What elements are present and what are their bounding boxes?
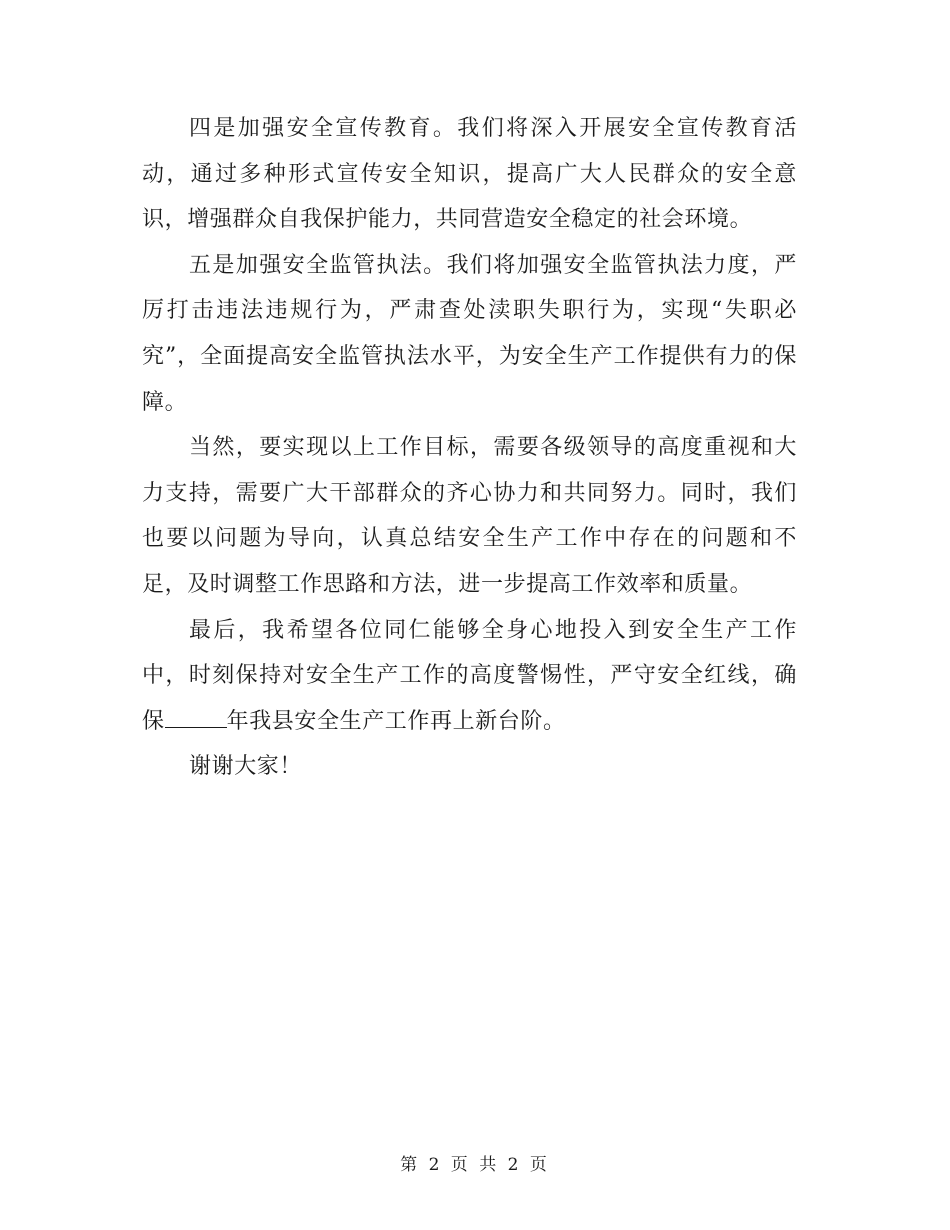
paragraph-safety-education: 四是加强安全宣传教育。我们将深入开展安全宣传教育活动，通过多种形式宣传安全知识，提高广大人民群众的安全意识，增强群众自我保护能力，共同营造安全稳定的社会环境。	[142, 116, 797, 233]
paragraph-supervision-enforcement: 五是加强安全监管执法。我们将加强安全监管执法力度，严厉打击违法违规行为，严肃查处渎职失职行为，实现“失职必究”，全面提高安全监管执法水平，为安全生产工作提供有力的保障。	[142, 252, 797, 415]
closing-text-after-blank: 年我县安全生产工作再上新台阶。	[226, 708, 566, 734]
year-blank	[165, 709, 227, 728]
paragraph-thanks: 谢谢大家！	[189, 754, 303, 780]
paragraph-closing	[142, 608, 797, 745]
page-number-footer: 第 2 页 共 2 页	[400, 1155, 550, 1175]
paragraph-work-goals: 当然，要实现以上工作目标，需要各级领导的高度重视和大力支持，需要广大干部群众的齐心协力和共同努力。同时，我们也要以问题为导向，认真总结安全生产工作中存在的问题和不足，及时调整工作思路和方法，进一步提高工作效率和质量。	[142, 435, 797, 597]
document-body	[142, 106, 797, 790]
closing-text-before-blank: 最后，我希望各位同仁能够全身心地投入到安全生产工作中，时刻保持对安全生产工作的高度警惕性，严守安全红线，确保	[142, 617, 797, 734]
